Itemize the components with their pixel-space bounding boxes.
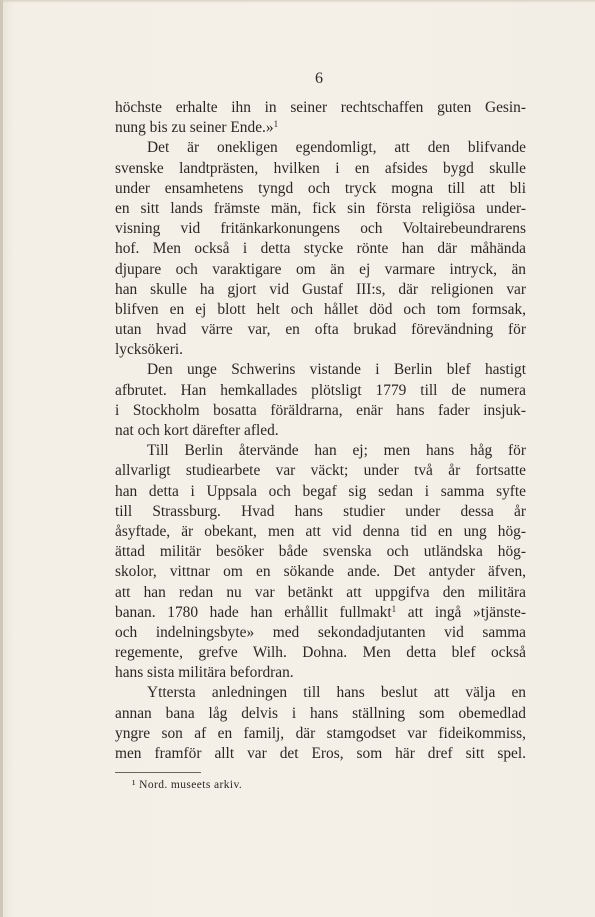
footnote-text: Nord. museets arkiv. <box>139 779 243 791</box>
text-line-content: annan bana låg delvis i hans ställning som obemedlad <box>115 704 526 722</box>
text-line <box>115 704 526 724</box>
text-line-content: att han redan nu var betänkt att uppgifva den militära <box>115 583 526 601</box>
text-line <box>115 118 526 138</box>
text-line <box>115 98 526 118</box>
text-line <box>115 159 526 179</box>
text-line-content: utan hvad värre var, en ofta brukad förevändning för <box>115 321 526 339</box>
text-line-content: banan. 1780 hade han erhållit fullmakt <box>115 603 392 621</box>
text-line-continuation: att ingå »tjänste- <box>396 603 526 621</box>
text-line-content: i Stockholm bosatta föräldrarna, enär hans fader insjuk- <box>115 401 526 419</box>
text-line <box>115 542 526 562</box>
text-line-content: Det är onekligen egendomligt, att den blifvande <box>147 139 526 157</box>
text-line <box>115 522 526 542</box>
text-line <box>115 461 526 481</box>
text-line <box>115 401 526 421</box>
text-line-content: svenske landtprästen, hvilken i en afsides bygd skulle <box>115 159 526 177</box>
text-line-content: skolor, vittnar om en sökande ande. Det antyder äfven, <box>115 563 526 581</box>
text-line <box>115 138 526 158</box>
body-text <box>115 98 526 764</box>
text-line-content: djupare och varaktigare om än ej varmare intryck, än <box>115 260 526 278</box>
footnote-reference: 1 <box>273 119 279 130</box>
text-line <box>115 441 526 461</box>
text-line-content: afbrutet. Han hemkallades plötsligt 1779 till de numera <box>115 381 526 399</box>
text-line-content: nung bis zu seiner Ende.» <box>115 119 274 137</box>
page-top-edge <box>0 0 595 3</box>
text-line-content: nat och kort därefter afled. <box>115 422 279 439</box>
text-line <box>115 583 526 603</box>
text-line <box>115 340 526 360</box>
text-line <box>115 360 526 380</box>
text-line <box>115 683 526 703</box>
text-line <box>115 260 526 280</box>
text-line-content: visning vid fritänkarkonungens och Voltairebeundrarens <box>115 220 526 238</box>
text-line <box>115 280 526 300</box>
text-line <box>115 502 526 522</box>
text-line <box>115 603 526 623</box>
text-line-content: yngre son af en familj, där stamgodset var fideikommiss, <box>115 724 526 742</box>
text-line <box>115 199 526 219</box>
text-line-content: blifven en ej blott helt och hållet död och tom formsak, <box>115 300 526 318</box>
text-line-content: ättad militär besöker både svenska och utländska hög- <box>115 543 526 561</box>
text-line-content: under ensamhetens tyngd och tryck mogna till att bli <box>115 179 526 197</box>
text-line-content: han skulle ha gjort vid Gustaf III:s, där religionen var <box>115 280 526 298</box>
text-line-content: men framför allt var det Eros, som här dref sitt spel. <box>115 745 526 762</box>
text-line-content: Yttersta anledningen till hans beslut att välja en <box>147 684 526 702</box>
text-line <box>115 381 526 401</box>
text-line-content: allvarligt studiearbete var väckt; under två år fortsatte <box>115 462 526 480</box>
text-line <box>115 320 526 340</box>
text-line-content: en sitt lands främste män, fick sin första religiösa under- <box>115 199 526 217</box>
text-line <box>115 663 526 683</box>
text-line-content: till Strassburg. Hvad hans studier under dessa år <box>115 502 526 520</box>
text-line-content: Till Berlin återvände han ej; men hans håg för <box>147 442 526 460</box>
text-line <box>115 179 526 199</box>
text-line-content: åsyftade, är obekant, men att vid denna tid en ung hög- <box>115 522 526 540</box>
footnote-marker: ¹ <box>132 779 136 791</box>
text-line <box>115 239 526 259</box>
text-line-content: höchste erhalte ihn in seiner rechtschaffen guten Gesin- <box>115 99 526 116</box>
text-line <box>115 421 526 441</box>
text-line-content: hans sista militära befordran. <box>115 664 294 682</box>
page-spine-edge <box>0 0 3 917</box>
text-line-content: Den unge Schwerins vistande i Berlin blef hastigt <box>147 361 526 379</box>
text-line <box>115 562 526 582</box>
text-line <box>115 482 526 502</box>
text-line-content: han detta i Uppsala och begaf sig sedan i samma syfte <box>115 482 526 500</box>
text-line-content: regemente, grefve Wilh. Dohna. Men detta blef också <box>115 644 526 662</box>
text-line <box>115 219 526 239</box>
footnote-rule <box>115 772 201 773</box>
text-line <box>115 744 526 764</box>
text-line <box>115 623 526 643</box>
text-line-content: och indelningsbyte» med sekondadjutanten vid samma <box>115 623 526 641</box>
text-line-content: lycksökeri. <box>115 341 183 359</box>
footnote-reference: 1 <box>391 603 397 614</box>
text-line <box>115 643 526 663</box>
text-line-content: hof. Men också i detta stycke rönte han där måhända <box>115 240 526 258</box>
page-number: 6 <box>315 70 323 87</box>
text-line <box>115 724 526 744</box>
text-line <box>115 300 526 320</box>
footnote <box>132 779 242 791</box>
